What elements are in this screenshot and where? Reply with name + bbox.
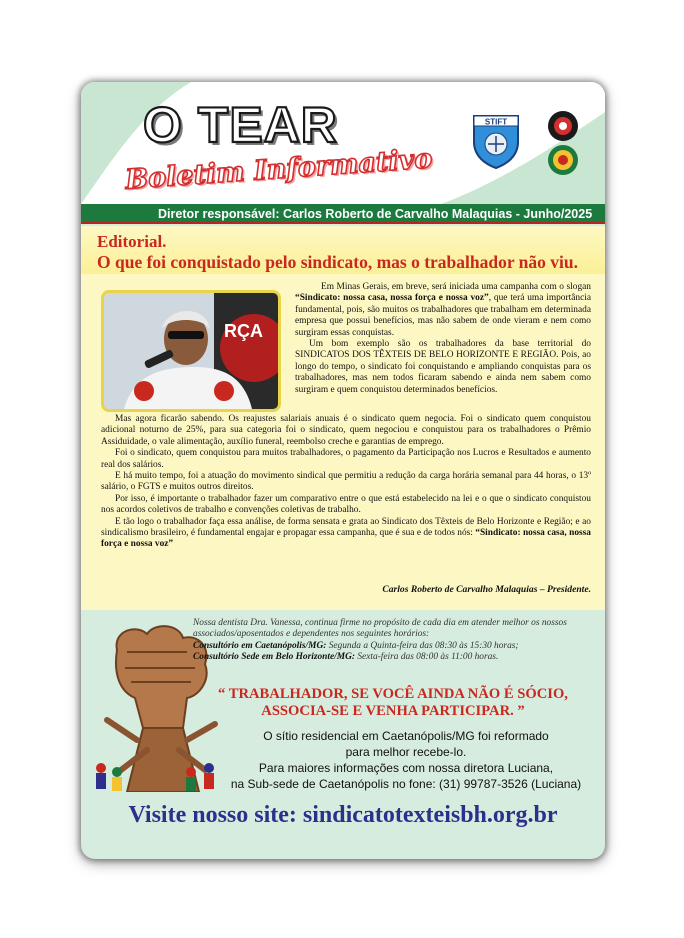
intro-paragraph: Um bom exemplo são os trabalhadores da base territorial do SINDICATOS DOS TÊXTEIS DE BELO HORIZONTE E REGIÃO. Pois, ao longo do tempo, o sindicato foi conquistando e ampliando conquistas para os trabalhadores, mas nem todos ficaram sabendo e ainda nem sabem como surgiram e quem conquistou determinados benefícios. — [295, 339, 591, 395]
header — [81, 82, 605, 204]
info-line: para melhor recebe-lo. — [345, 745, 467, 759]
body-paragraph: Foi o sindicato, quem conquistou para muitos trabalhadores, o pagamento da Participação nos Lucros e Resultados e aumento real dos salários. — [101, 448, 591, 470]
body-paragraph — [101, 517, 591, 551]
editorial-signature: Carlos Roberto de Carvalho Malaquias – Presidente. — [382, 584, 591, 595]
intro-text: Em Minas Gerais, em breve, será iniciada uma campanha com o slogan — [321, 282, 591, 292]
intro-text: , que terá uma importância fundamental, pois, são muitos os trabalhadores que trabalham em determinada empresa que possui benefícios, mas não sabem de onde vieram e nem como surgiram essas conquistas. — [295, 293, 591, 338]
editorial-section — [81, 226, 605, 610]
website-link[interactable]: Visite nosso site: sindicatotexteisbh.org.br — [128, 802, 558, 828]
dentist-schedule-row — [193, 641, 597, 652]
clinic-hours: Segunda a Quinta-feira das 08:30 às 15:30 horas; — [326, 640, 519, 651]
body-paragraph: Por isso, é importante o trabalhador fazer um comparativo entre o que está estabelecido na lei e o que o sindicato conquistou nos acordos coletivos de trabalho e convenções coletivas de trabalho. — [101, 493, 591, 516]
cta-line: “ TRABALHADOR, SE VOCÊ AINDA NÃO É SÓCIO, — [218, 686, 568, 702]
editorial-intro — [295, 282, 591, 396]
editorial-headline: O que foi conquistado pelo sindicato, mas o trabalhador não viu. — [97, 252, 579, 272]
seal-logo — [547, 144, 579, 176]
dentist-notice — [193, 618, 597, 664]
clinic-hours: Sexta-feira das 08:00 às 11:00 horas. — [355, 652, 499, 663]
intro-paragraph — [295, 282, 591, 339]
body-paragraph: E há muito tempo, foi a atuação do movimento sindical que permitiu a redução da carga horária semanal para 44 horas, o 13º salário, o FGTS e muitos outros direitos. — [101, 471, 591, 493]
editorial-body — [101, 414, 591, 551]
info-line: O sítio residencial em Caetanópolis/MG foi reformado — [263, 729, 549, 743]
svg-text:RÇA: RÇA — [224, 321, 263, 341]
bulletin-card — [81, 82, 605, 859]
president-photo-image — [104, 293, 278, 409]
stift-logo — [471, 112, 521, 170]
campaign-slogan: “Sindicato: nossa casa, nossa força e nossa voz” — [101, 528, 591, 550]
campaign-slogan: “Sindicato: nossa casa, nossa força e nossa voz” — [295, 293, 489, 304]
membership-call-to-action — [193, 686, 593, 720]
director-bar: Diretor responsável: Carlos Roberto de Carvalho Malaquias - Junho/2025 — [81, 204, 605, 224]
info-line: Para maiores informações com nossa diretora Luciana, — [258, 761, 554, 775]
cta-line: ASSOCIA-SE E VENHA PARTICIPAR. ” — [261, 703, 525, 719]
newsletter-title: O TEAR — [143, 97, 338, 153]
info-line: na Sub-sede de Caetanópolis no fone: (31) 99787-3526 (Luciana) — [230, 777, 582, 791]
dentist-intro: Nossa dentista Dra. Vanessa, continua firme no propósito de cada dia em atender melhor os nossos associados/aposentados e dependentes nos seguintes horários: — [193, 618, 567, 640]
forca-sindical-logo — [547, 110, 579, 142]
clinic-name: Consultório Sede em Belo Horizonte/MG: — [193, 652, 355, 663]
dentist-schedule-row — [193, 652, 597, 663]
closing-text: E tão logo o trabalhador faça essa análise, de forma sensata e grata ao Sindicato dos Têxteis de Belo Horizonte e Região; e ao sindicalismo brasileiro, é fundamental engajar e propagar essa campanha, que é sua e de todos nós: — [101, 516, 591, 539]
editorial-label: Editorial. — [97, 232, 167, 251]
body-paragraph: Mas agora ficarão sabendo. Os reajustes salariais anuais é o sindicato quem negocia. Foi o sindicato quem conquistou adicional noturno de 25%, para sua categoria foi o sindicato, quem negociou e conquistou para os trabalhadores o Prêmio Assiduidade, o vale alimentação, auxílio funeral, reembolso creche e garantias de emprego. — [101, 414, 591, 447]
stift-logo-text: STIFT — [484, 117, 508, 127]
newsletter-subtitle: Boletim Informativo — [124, 143, 434, 196]
clinic-name: Consultório em Caetanópolis/MG: — [193, 640, 327, 651]
residential-info — [221, 728, 591, 792]
president-photo — [101, 290, 281, 412]
